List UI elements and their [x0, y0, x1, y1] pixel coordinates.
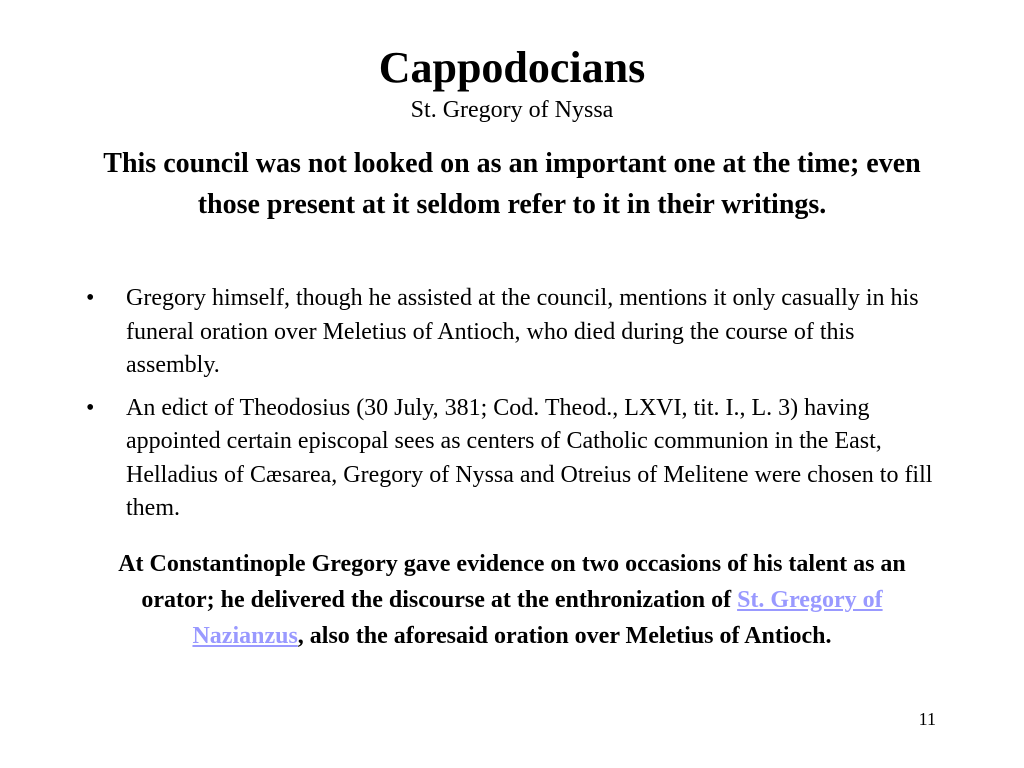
bullet-text: Gregory himself, though he assisted at the council, mentions it only casually in his funeral oration over Meletius of Antioch, who died during the course of this assembly. — [126, 285, 919, 378]
nazianzus-link[interactable]: St. Gregory of Nazianzus — [192, 587, 883, 649]
outro-text-before-link: At Constantinople Gregory gave evidence on two occasions of his talent as an orator; he delivered the discourse at the enthronization of — [118, 551, 906, 613]
bullet-text: An edict of Theodosius (30 July, 381; Cod. Theod., LXVI, tit. I., L. 3) having appointed certain episcopal sees as centers of Catholic communion in the East, Helladius of Cæsarea, Gregory of Nyssa and Otreius of Melitene were chosen to fill them. — [126, 394, 933, 521]
bullet-list — [82, 282, 942, 535]
slide-subtitle: St. Gregory of Nyssa — [410, 97, 614, 123]
bullet-item — [82, 392, 942, 526]
slide-title: Cappodocians — [378, 43, 646, 92]
bullet-item — [82, 282, 942, 383]
outro-text-after-link: , also the aforesaid oration over Meletius of Antioch. — [297, 623, 832, 649]
outro-paragraph — [108, 546, 916, 654]
intro-paragraph: This council was not looked on as an important one at the time; even those present at it seldom refer to it in their writings. — [103, 148, 921, 220]
bullet-icon: • — [86, 285, 95, 311]
bullet-icon: • — [86, 394, 95, 421]
page-number: 11 — [918, 709, 936, 729]
